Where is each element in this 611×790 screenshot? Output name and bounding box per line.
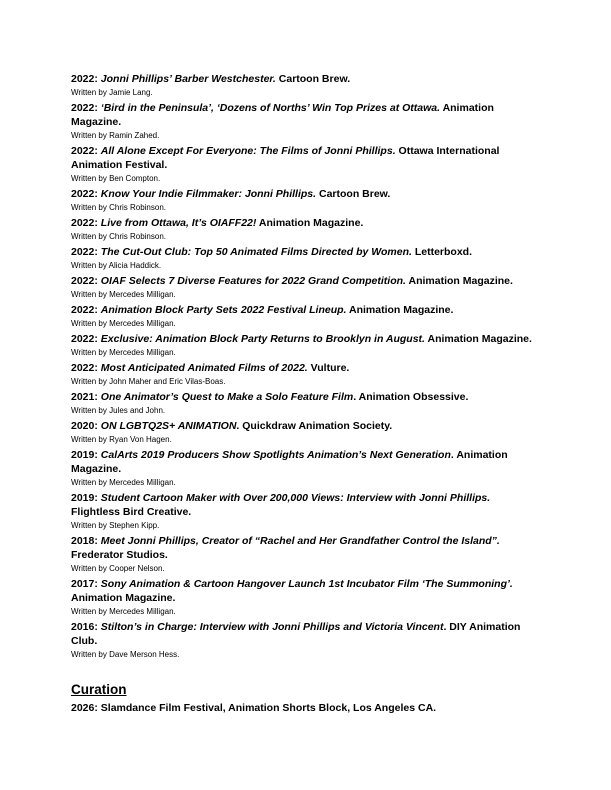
press-entry-title-line — [71, 390, 541, 404]
press-entry — [71, 620, 541, 662]
press-credit: Written by Mercedes Milligan. — [71, 290, 176, 299]
curation-heading: Curation — [71, 681, 127, 697]
press-credit: Written by Mercedes Milligan. — [71, 348, 176, 357]
press-credit: Written by Mercedes Milligan. — [71, 478, 176, 487]
press-source: Ottawa International Animation Festival. — [71, 145, 500, 171]
press-entry-title-line — [71, 361, 541, 375]
press-article-title: Student Cartoon Maker with Over 200,000 Views: Interview with Jonni Phillips. — [100, 492, 491, 504]
press-entry-title-line — [71, 303, 541, 317]
press-source: Flightless Bird Creative. — [71, 506, 192, 518]
press-source: Cartoon Brew. — [278, 73, 351, 85]
press-entry — [71, 332, 541, 360]
press-article-title: Know Your Indie Filmmaker: Jonni Phillips. — [100, 188, 317, 200]
press-entry — [71, 577, 541, 619]
press-article-title: ON LGBTQ2S+ ANIMATION — [100, 420, 237, 432]
press-entry-title-line — [71, 448, 541, 476]
press-source: Cartoon Brew. — [318, 188, 391, 200]
press-credit: Written by Jamie Lang. — [71, 88, 153, 97]
press-article-title: Stilton’s in Charge: Interview with Jonni Phillips and Victoria Vincent — [100, 621, 444, 633]
press-credit: Written by Ryan Von Hagen. — [71, 435, 172, 444]
press-credit: Written by Cooper Nelson. — [71, 564, 165, 573]
press-article-title: CalArts 2019 Producers Show Spotlights Animation’s Next Generation — [100, 449, 451, 461]
press-credit: Written by Mercedes Milligan. — [71, 607, 176, 616]
press-article-title: One Animator’s Quest to Make a Solo Feature Film — [100, 391, 354, 403]
press-entry-title-line — [71, 245, 541, 259]
press-source: Frederator Studios. — [71, 549, 168, 561]
press-source: Animation Magazine. — [348, 304, 454, 316]
press-entry — [71, 448, 541, 490]
press-year: 2019: — [71, 449, 98, 461]
press-entry — [71, 245, 541, 273]
press-year: 2016: — [71, 621, 98, 633]
press-article-title: ‘Bird in the Peninsula’, ‘Dozens of Norths’ Win Top Prizes at Ottawa. — [100, 102, 441, 114]
press-year: 2022: — [71, 217, 98, 229]
press-entry-title-line — [71, 72, 541, 86]
press-article-title: Sony Animation & Cartoon Hangover Launch 1st Incubator Film ‘The Summoning’. — [100, 578, 513, 590]
press-source: Animation Magazine. — [408, 275, 513, 287]
press-entry — [71, 274, 541, 302]
press-year: 2022: — [71, 333, 98, 345]
press-entry-title-line — [71, 419, 541, 433]
press-entry-title-line — [71, 577, 541, 605]
document-page — [71, 72, 541, 715]
press-credit: Written by Chris Robinson. — [71, 232, 166, 241]
press-year: 2018: — [71, 535, 98, 547]
press-entry — [71, 390, 541, 418]
press-article-title: Jonni Phillips’ Barber Westchester. — [100, 73, 276, 85]
press-source: Animation Magazine. — [71, 592, 176, 604]
press-entry-title-line — [71, 534, 541, 562]
press-entry — [71, 216, 541, 244]
press-entry-title-line — [71, 620, 541, 648]
press-article-title: All Alone Except For Everyone: The Films of Jonni Phillips. — [100, 145, 396, 157]
press-year: 2022: — [71, 275, 98, 287]
press-article-title: Most Anticipated Animated Films of 2022. — [100, 362, 308, 374]
press-year: 2022: — [71, 73, 98, 85]
press-article-title: Exclusive: Animation Block Party Returns to Brooklyn in August. — [100, 333, 425, 345]
press-credit: Written by Dave Merson Hess. — [71, 650, 180, 659]
press-source: Animation Magazine. — [71, 102, 494, 128]
press-entry — [71, 491, 541, 533]
press-year: 2022: — [71, 145, 98, 157]
press-source: . Animation Obsessive. — [353, 391, 469, 403]
curation-item: 2026: Slamdance Film Festival, Animation Shorts Block, Los Angeles CA. — [71, 701, 437, 714]
press-entry — [71, 534, 541, 576]
press-source: . DIY Animation Club. — [71, 621, 521, 647]
press-credit: Written by Jules and John. — [71, 406, 166, 415]
press-entry-title-line — [71, 216, 541, 230]
press-entry — [71, 303, 541, 331]
press-entry-title-line — [71, 187, 541, 201]
press-year: 2022: — [71, 246, 98, 258]
press-credit: Written by Chris Robinson. — [71, 203, 166, 212]
press-credit: Written by Ben Compton. — [71, 174, 161, 183]
press-source: Animation Magazine. — [427, 333, 532, 345]
press-entry-title-line — [71, 332, 541, 346]
press-year: 2021: — [71, 391, 98, 403]
press-source: . Quickdraw Animation Society. — [236, 420, 393, 432]
press-entry — [71, 187, 541, 215]
press-credit: Written by Mercedes Milligan. — [71, 319, 176, 328]
press-entry — [71, 419, 541, 447]
press-article-title: Live from Ottawa, It’s OIAFF22! — [100, 217, 257, 229]
press-entry-title-line — [71, 101, 541, 129]
press-source: Vulture. — [310, 362, 350, 374]
press-entry-title-line — [71, 491, 541, 519]
press-article-title: Animation Block Party Sets 2022 Festival Lineup. — [100, 304, 347, 316]
press-article-title: The Cut-Out Club: Top 50 Animated Films Directed by Women. — [100, 246, 412, 258]
press-year: 2022: — [71, 102, 98, 114]
press-source: Animation Magazine. — [258, 217, 364, 229]
press-source: Letterboxd. — [414, 246, 473, 258]
press-list — [71, 72, 541, 662]
press-year: 2022: — [71, 304, 98, 316]
press-credit: Written by Alicia Haddick. — [71, 261, 162, 270]
press-entry — [71, 72, 541, 100]
press-entry — [71, 101, 541, 143]
press-year: 2017: — [71, 578, 98, 590]
press-year: 2022: — [71, 188, 98, 200]
press-entry-title-line — [71, 274, 541, 288]
press-year: 2020: — [71, 420, 98, 432]
press-article-title: OIAF Selects 7 Diverse Features for 2022 Grand Competition. — [100, 275, 406, 287]
press-article-title: Meet Jonni Phillips, Creator of “Rachel and Her Grandfather Control the Island”. — [100, 535, 500, 547]
press-year: 2022: — [71, 362, 98, 374]
press-entry — [71, 144, 541, 186]
press-credit: Written by Stephen Kipp. — [71, 521, 160, 530]
press-year: 2019: — [71, 492, 98, 504]
press-credit: Written by Ramin Zahed. — [71, 131, 160, 140]
press-entry-title-line — [71, 144, 541, 172]
press-entry — [71, 361, 541, 389]
press-credit: Written by John Maher and Eric Vilas-Boas. — [71, 377, 226, 386]
press-source: . Animation Magazine. — [71, 449, 508, 475]
